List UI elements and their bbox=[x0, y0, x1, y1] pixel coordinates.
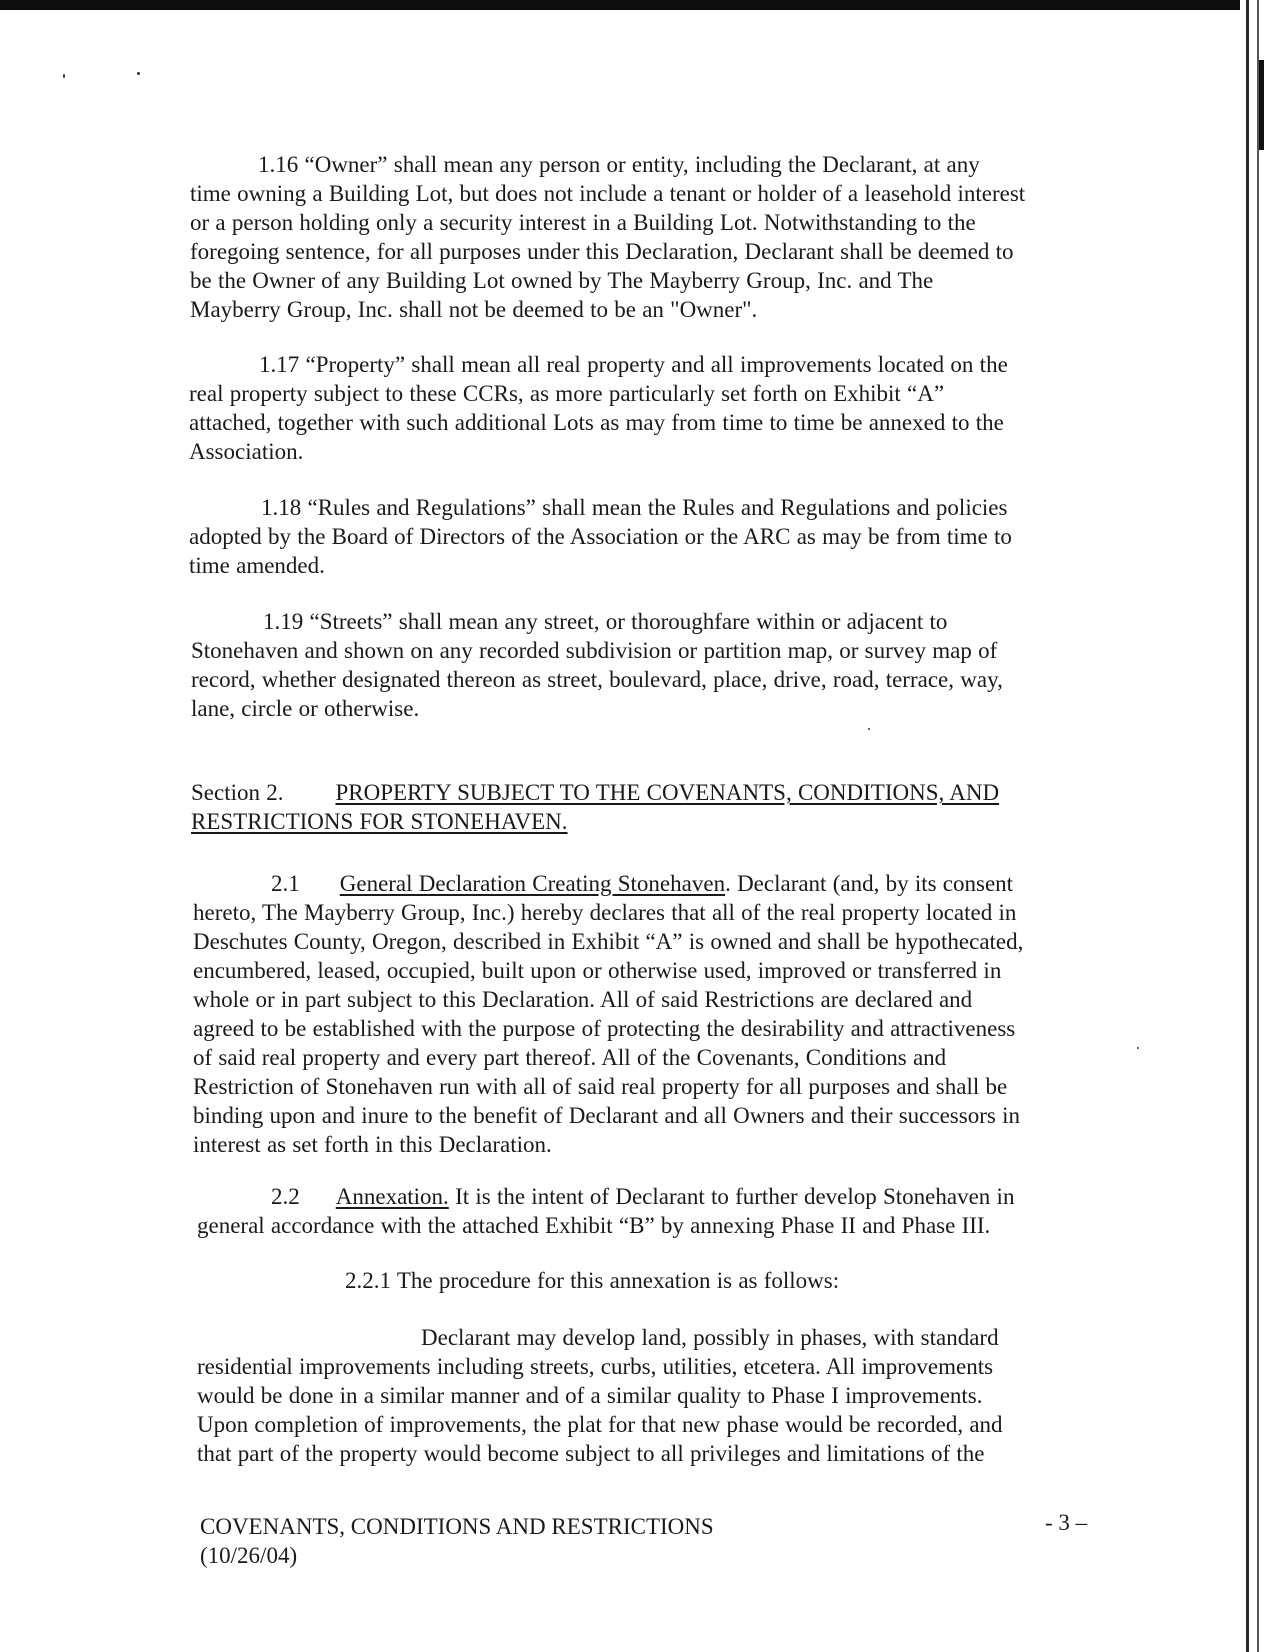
scan-speck bbox=[63, 74, 65, 78]
text-line: be the Owner of any Building Lot owned by The Mayberry Group, Inc. and The bbox=[190, 268, 934, 293]
section-2-label: Section 2. bbox=[191, 780, 284, 805]
text-line: 1.16 “Owner” shall mean any person or entity, including the Declarant, at any bbox=[258, 152, 980, 177]
text-line: record, whether designated thereon as street, boulevard, place, drive, road, terrace, way, bbox=[191, 667, 1003, 692]
paragraph-2-2-heading: Annexation. bbox=[335, 1184, 449, 1209]
paragraph-2-1-heading: General Declaration Creating Stonehaven bbox=[339, 871, 726, 896]
text-line: Declarant may develop land, possibly in phases, with standard bbox=[421, 1325, 999, 1350]
text-line: lane, circle or otherwise. bbox=[191, 696, 420, 721]
text-line: time amended. bbox=[189, 553, 325, 578]
paragraph-1-17 bbox=[189, 350, 1008, 466]
text-line: would be done in a similar manner and of a similar quality to Phase I improvements. bbox=[197, 1383, 983, 1408]
section-2-title: PROPERTY SUBJECT TO THE COVENANTS, CONDITIONS, AND bbox=[335, 780, 1000, 805]
text-line: real property subject to these CCRs, as more particularly set forth on Exhibit “A” bbox=[189, 381, 945, 406]
text-line: Stonehaven and shown on any recorded subdivision or partition map, or survey map of bbox=[191, 638, 998, 663]
section-2-heading bbox=[191, 778, 999, 836]
text-line: interest as set forth in this Declaration. bbox=[193, 1132, 552, 1157]
text-line: 1.17 “Property” shall mean all real property and all improvements located on the bbox=[259, 352, 1008, 377]
scan-speck bbox=[868, 728, 870, 730]
paragraph-1-18 bbox=[189, 493, 1012, 580]
paragraph-procedure bbox=[197, 1323, 1003, 1468]
paragraph-2-1 bbox=[193, 869, 1023, 1159]
scan-edge-right-inner bbox=[1257, 0, 1259, 1652]
text-line: hereto, The Mayberry Group, Inc.) hereby declares that all of the real property located in bbox=[193, 900, 1017, 925]
page-number: - 3 – bbox=[1045, 1510, 1088, 1535]
text-line: Upon completion of improvements, the plat for that new phase would be recorded, and bbox=[197, 1412, 1003, 1437]
text-line: Association. bbox=[189, 439, 304, 464]
scan-edge-right-mark bbox=[1259, 60, 1264, 150]
footer-date: (10/26/04) bbox=[200, 1543, 298, 1568]
paragraph-2-2-first-line-rest: It is the intent of Declarant to further develop Stonehaven in bbox=[448, 1184, 1015, 1209]
scan-edge-top bbox=[0, 0, 1240, 10]
text-line: whole or in part subject to this Declaration. All of said Restrictions are declared and bbox=[193, 987, 973, 1012]
text-line: adopted by the Board of Directors of the Association or the ARC as may be from time to bbox=[189, 524, 1012, 549]
text-line: 1.19 “Streets” shall mean any street, or thoroughfare within or adjacent to bbox=[263, 609, 948, 634]
paragraph-2-1-number: 2.1 bbox=[271, 871, 300, 896]
text-line: foregoing sentence, for all purposes under this Declaration, Declarant shall be deemed to bbox=[190, 239, 1014, 264]
paragraph-2-1-first-line bbox=[193, 869, 1023, 898]
scan-speck bbox=[1137, 1047, 1139, 1049]
section-2-title-line-2: RESTRICTIONS FOR STONEHAVEN. bbox=[191, 809, 568, 834]
text-line: agreed to be established with the purpose of protecting the desirability and attractiveness bbox=[193, 1016, 1016, 1041]
paragraph-2-2-number: 2.2 bbox=[271, 1184, 300, 1209]
footer-title: COVENANTS, CONDITIONS AND RESTRICTIONS bbox=[200, 1514, 714, 1539]
paragraph-2-2 bbox=[197, 1182, 1014, 1240]
paragraph-1-16 bbox=[190, 150, 1025, 324]
paragraph-1-19 bbox=[191, 607, 1003, 723]
scan-edge-right bbox=[1246, 0, 1249, 1652]
text-line: that part of the property would become subject to all privileges and limitations of the bbox=[197, 1441, 985, 1466]
text-line: of said real property and every part thereof. All of the Covenants, Conditions and bbox=[193, 1045, 947, 1070]
text-line: or a person holding only a security interest in a Building Lot. Notwithstanding to the bbox=[190, 210, 976, 235]
text-line: Mayberry Group, Inc. shall not be deemed to be an "Owner". bbox=[190, 297, 758, 322]
section-2-title-line-1 bbox=[191, 778, 999, 807]
text-line: Deschutes County, Oregon, described in Exhibit “A” is owned and shall be hypothecated, bbox=[193, 929, 1024, 954]
paragraph-2-2-1 bbox=[345, 1266, 839, 1295]
text-line: 2.2.1 The procedure for this annexation is as follows: bbox=[345, 1268, 840, 1293]
text-line: Restriction of Stonehaven run with all of said real property for all purposes and shall be bbox=[193, 1074, 1008, 1099]
scan-speck bbox=[137, 72, 140, 75]
text-line: time owning a Building Lot, but does not include a tenant or holder of a leasehold interest bbox=[190, 181, 1026, 206]
text-line: general accordance with the attached Exhibit “B” by annexing Phase II and Phase III. bbox=[197, 1213, 991, 1238]
text-line: attached, together with such additional Lots as may from time to time be annexed to the bbox=[189, 410, 1004, 435]
text-line: residential improvements including streets, curbs, utilities, etcetera. All improvements bbox=[197, 1354, 994, 1379]
text-line: encumbered, leased, occupied, built upon or otherwise used, improved or transferred in bbox=[193, 958, 1002, 983]
paragraph-2-1-first-line-rest: . Declarant (and, by its consent bbox=[725, 871, 1014, 896]
paragraph-2-2-first-line bbox=[197, 1182, 1014, 1211]
text-line: 1.18 “Rules and Regulations” shall mean the Rules and Regulations and policies bbox=[261, 495, 1008, 520]
text-line: binding upon and inure to the benefit of Declarant and all Owners and their successors in bbox=[193, 1103, 1020, 1128]
